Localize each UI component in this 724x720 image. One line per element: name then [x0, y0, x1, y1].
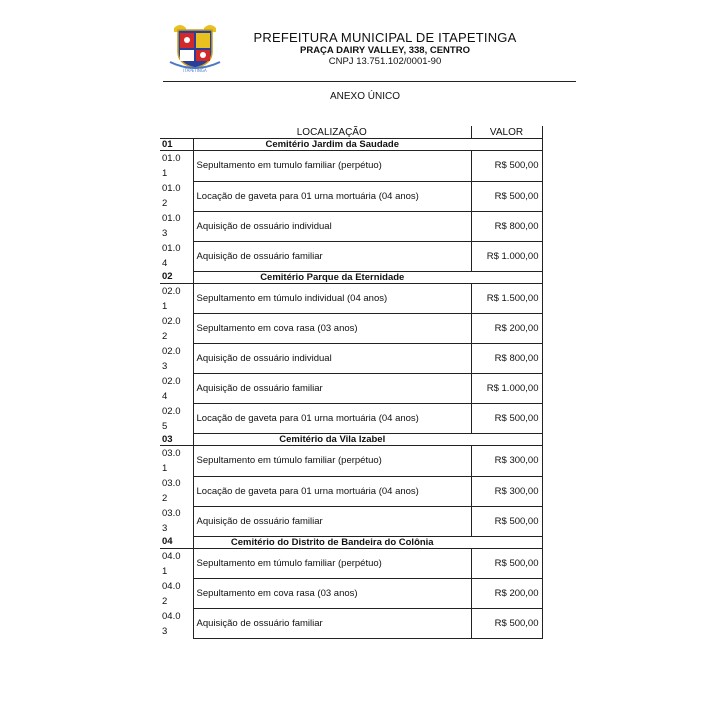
item-code: [160, 374, 193, 404]
header-location: LOCALIZAÇÃO: [193, 126, 471, 139]
section-code: 02: [160, 271, 193, 283]
item-value: R$ 300,00: [471, 476, 542, 506]
table-row: [160, 476, 542, 506]
item-code-text: 02.0 4: [162, 375, 181, 402]
item-value: R$ 1.000,00: [471, 374, 542, 404]
section-name: Cemitério Jardim da Saudade: [193, 139, 471, 151]
item-description: Aquisição de ossuário individual: [193, 211, 471, 241]
section-name: Cemitério da Vila Izabel: [193, 434, 471, 446]
item-code-text: 01.0 2: [162, 183, 181, 209]
header-code-cell: [160, 126, 193, 139]
item-description: Aquisição de ossuário familiar: [193, 506, 471, 536]
table-row: [160, 374, 542, 404]
section-value-cell: [471, 434, 542, 446]
section-code: 04: [160, 536, 193, 548]
item-code: [160, 609, 193, 639]
table-row: [160, 181, 542, 211]
item-value: R$ 500,00: [471, 548, 542, 579]
table-row: [160, 283, 542, 314]
item-value: R$ 800,00: [471, 344, 542, 374]
section-code: 03: [160, 434, 193, 446]
item-value: R$ 500,00: [471, 404, 542, 434]
item-code-text: 04.0 2: [162, 580, 181, 607]
municipality-title: PREFEITURA MUNICIPAL DE ITAPETINGA: [253, 30, 517, 45]
item-description: Aquisição de ossuário familiar: [193, 374, 471, 404]
item-code-text: 03.0 3: [162, 508, 181, 534]
item-code-text: 01.0 3: [162, 213, 181, 239]
item-value: R$ 800,00: [471, 211, 542, 241]
letterhead: [230, 30, 540, 67]
header-divider: [163, 81, 576, 82]
item-description: Locação de gaveta para 01 urna mortuária (04 anos): [193, 181, 471, 211]
item-description: Locação de gaveta para 01 urna mortuária (04 anos): [193, 476, 471, 506]
section-value-cell: [471, 536, 542, 548]
item-value: R$ 200,00: [471, 314, 542, 344]
item-code-text: 02.0 5: [162, 405, 181, 432]
item-value: R$ 1.000,00: [471, 241, 542, 271]
item-code: [160, 506, 193, 536]
item-code-text: 02.0 3: [162, 345, 181, 372]
table-header-row: [160, 126, 542, 139]
svg-text:ITAPETINGA: ITAPETINGA: [183, 68, 207, 73]
municipality-address: PRAÇA DAIRY VALLEY, 338, CENTRO: [300, 45, 470, 56]
item-code: [160, 314, 193, 344]
header-value: VALOR: [471, 126, 542, 139]
item-code: [160, 181, 193, 211]
section-row: [160, 139, 542, 151]
item-description: Sepultamento em cova rasa (03 anos): [193, 314, 471, 344]
item-code: [160, 283, 193, 314]
table-row: [160, 446, 542, 477]
item-code: [160, 579, 193, 609]
item-code-text: 04.0 1: [162, 550, 181, 577]
item-code-text: 04.0 3: [162, 610, 181, 637]
section-name: Cemitério Parque da Eternidade: [193, 271, 471, 283]
table-row: [160, 548, 542, 579]
item-value: R$ 500,00: [471, 151, 542, 182]
item-value: R$ 500,00: [471, 506, 542, 536]
item-description: Sepultamento em tumulo familiar (perpétuo): [193, 151, 471, 182]
table-row: [160, 344, 542, 374]
item-value: R$ 500,00: [471, 609, 542, 639]
item-code: [160, 476, 193, 506]
fees-table: [160, 126, 543, 639]
item-description: Sepultamento em túmulo familiar (perpétuo): [193, 446, 471, 477]
table-row: [160, 579, 542, 609]
item-code: [160, 404, 193, 434]
table-row: [160, 241, 542, 271]
section-value-cell: [471, 139, 542, 151]
item-code-text: 02.0 2: [162, 315, 181, 342]
table-row: [160, 314, 542, 344]
item-code: [160, 151, 193, 182]
section-row: [160, 434, 542, 446]
section-name: Cemitério do Distrito de Bandeira do Colônia: [193, 536, 471, 548]
item-code: [160, 344, 193, 374]
item-description: Aquisição de ossuário familiar: [193, 609, 471, 639]
item-code-text: 03.0 2: [162, 478, 181, 504]
municipality-cnpj: CNPJ 13.751.102/0001-90: [328, 56, 442, 67]
table-row: [160, 609, 542, 639]
item-value: R$ 300,00: [471, 446, 542, 477]
item-value: R$ 1.500,00: [471, 283, 542, 314]
item-code: [160, 211, 193, 241]
item-value: R$ 500,00: [471, 181, 542, 211]
section-code: 01: [160, 139, 193, 151]
item-description: Aquisição de ossuário familiar: [193, 241, 471, 271]
item-code-text: 01.0 4: [162, 243, 181, 269]
table-row: [160, 151, 542, 182]
table-row: [160, 211, 542, 241]
item-description: Locação de gaveta para 01 urna mortuária (04 anos): [193, 404, 471, 434]
section-value-cell: [471, 271, 542, 283]
item-code-text: 02.0 1: [162, 285, 181, 312]
section-row: [160, 536, 542, 548]
municipal-coat-of-arms-icon: [166, 22, 224, 74]
item-code: [160, 446, 193, 477]
item-code-text: 03.0 1: [162, 448, 181, 474]
item-code-text: 01.0 1: [162, 153, 181, 179]
item-code: [160, 548, 193, 579]
item-description: Sepultamento em túmulo familiar (perpétuo): [193, 548, 471, 579]
item-description: Sepultamento em túmulo individual (04 anos): [193, 283, 471, 314]
item-description: Sepultamento em cova rasa (03 anos): [193, 579, 471, 609]
item-value: R$ 200,00: [471, 579, 542, 609]
table-row: [160, 404, 542, 434]
item-code: [160, 241, 193, 271]
annex-title: ANEXO ÚNICO: [329, 91, 400, 102]
section-row: [160, 271, 542, 283]
item-description: Aquisição de ossuário individual: [193, 344, 471, 374]
table-row: [160, 506, 542, 536]
